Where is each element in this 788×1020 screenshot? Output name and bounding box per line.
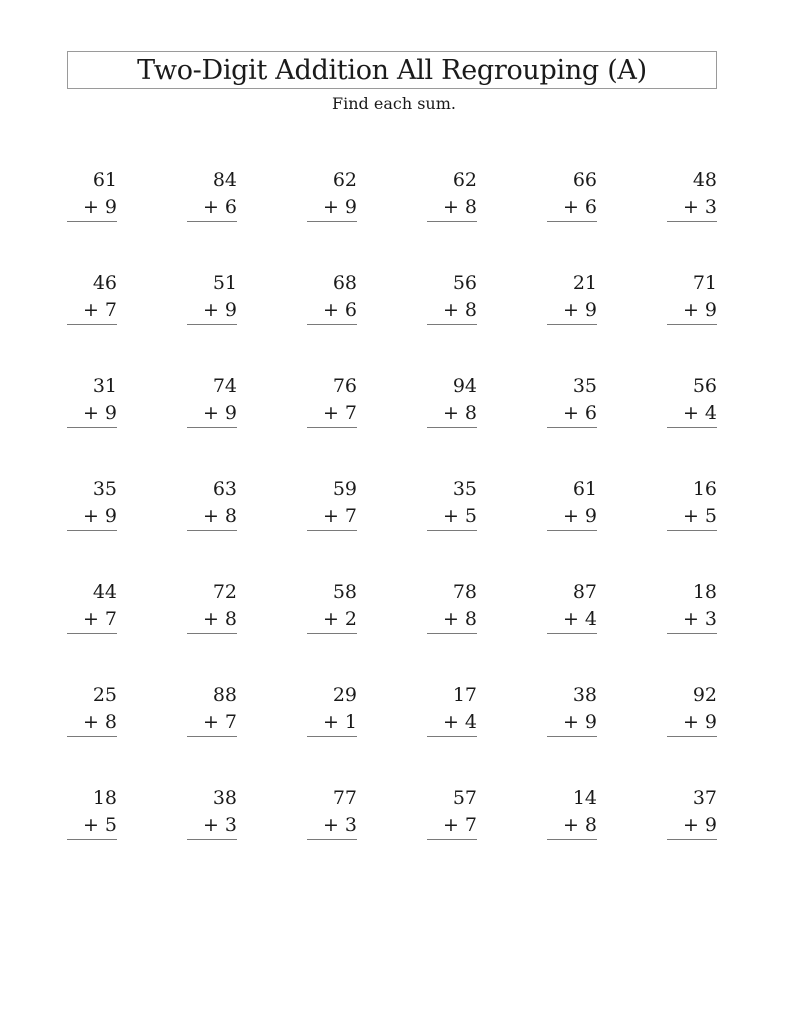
answer-line [667, 633, 717, 634]
answer-line [67, 633, 117, 634]
answer-line [187, 736, 237, 737]
addend-top: 78 [452, 581, 477, 603]
answer-line [427, 324, 477, 325]
answer-line [67, 221, 117, 222]
addition-problem [307, 168, 357, 225]
addend-top: 44 [92, 581, 117, 603]
addend-bottom: + 6 [562, 196, 597, 218]
addend-top: 38 [212, 787, 237, 809]
answer-line [667, 530, 717, 531]
addend-top: 92 [692, 684, 717, 706]
addend-bottom: + 9 [682, 814, 717, 836]
addition-problem [307, 477, 357, 534]
addend-bottom: + 1 [322, 711, 357, 733]
addend-top: 74 [212, 375, 237, 397]
answer-line [307, 839, 357, 840]
addend-bottom: + 9 [202, 402, 237, 424]
addend-bottom: + 7 [202, 711, 237, 733]
addend-top: 21 [572, 272, 597, 294]
answer-line [307, 530, 357, 531]
addend-bottom: + 5 [82, 814, 117, 836]
addend-bottom: + 7 [82, 299, 117, 321]
addition-problem [547, 168, 597, 225]
addend-top: 18 [92, 787, 117, 809]
addend-bottom: + 6 [562, 402, 597, 424]
addend-top: 88 [212, 684, 237, 706]
addend-bottom: + 7 [82, 608, 117, 630]
addend-bottom: + 9 [682, 299, 717, 321]
addend-bottom: + 8 [202, 505, 237, 527]
addend-top: 16 [692, 478, 717, 500]
addend-top: 35 [452, 478, 477, 500]
addend-bottom: + 7 [322, 402, 357, 424]
addend-top: 61 [92, 169, 117, 191]
addition-problem [67, 168, 117, 225]
addition-problem [187, 786, 237, 843]
addend-bottom: + 6 [322, 299, 357, 321]
answer-line [67, 530, 117, 531]
addition-problem [547, 580, 597, 637]
addition-problem [187, 168, 237, 225]
title-box [67, 51, 717, 89]
addend-top: 18 [692, 581, 717, 603]
addition-problem [667, 786, 717, 843]
answer-line [547, 324, 597, 325]
answer-line [547, 427, 597, 428]
addend-top: 59 [332, 478, 357, 500]
answer-line [667, 839, 717, 840]
addend-top: 77 [332, 787, 357, 809]
addend-top: 87 [572, 581, 597, 603]
addition-problem [667, 580, 717, 637]
answer-line [67, 839, 117, 840]
answer-line [547, 839, 597, 840]
answer-line [187, 633, 237, 634]
addition-problem [67, 477, 117, 534]
addition-problem [427, 374, 477, 431]
addition-problem [667, 374, 717, 431]
addition-problem [667, 683, 717, 740]
addend-top: 14 [572, 787, 597, 809]
addend-bottom: + 5 [682, 505, 717, 527]
addition-problem [67, 374, 117, 431]
addend-top: 37 [692, 787, 717, 809]
addend-top: 68 [332, 272, 357, 294]
addend-bottom: + 8 [442, 196, 477, 218]
answer-line [307, 736, 357, 737]
addend-bottom: + 9 [202, 299, 237, 321]
addend-bottom: + 8 [562, 814, 597, 836]
addition-problem [427, 477, 477, 534]
addend-bottom: + 9 [562, 299, 597, 321]
addend-top: 61 [572, 478, 597, 500]
addend-bottom: + 9 [682, 711, 717, 733]
addend-top: 72 [212, 581, 237, 603]
addend-bottom: + 4 [682, 402, 717, 424]
addend-bottom: + 3 [682, 608, 717, 630]
addition-problem [67, 786, 117, 843]
addend-top: 17 [452, 684, 477, 706]
answer-line [187, 221, 237, 222]
addend-top: 25 [92, 684, 117, 706]
addend-bottom: + 8 [442, 299, 477, 321]
addend-top: 38 [572, 684, 597, 706]
addition-problem [427, 271, 477, 328]
answer-line [547, 736, 597, 737]
addition-problem [187, 271, 237, 328]
addend-top: 31 [92, 375, 117, 397]
answer-line [187, 839, 237, 840]
answer-line [427, 530, 477, 531]
addend-top: 48 [692, 169, 717, 191]
addition-problem [667, 168, 717, 225]
addend-top: 62 [332, 169, 357, 191]
addend-bottom: + 9 [82, 196, 117, 218]
answer-line [67, 736, 117, 737]
answer-line [667, 324, 717, 325]
answer-line [67, 427, 117, 428]
addend-top: 57 [452, 787, 477, 809]
addition-problem [427, 683, 477, 740]
addend-bottom: + 2 [322, 608, 357, 630]
answer-line [427, 839, 477, 840]
addend-bottom: + 8 [442, 608, 477, 630]
answer-line [307, 324, 357, 325]
addition-problem [307, 271, 357, 328]
addend-bottom: + 9 [82, 505, 117, 527]
answer-line [427, 427, 477, 428]
addend-bottom: + 3 [682, 196, 717, 218]
addend-top: 71 [692, 272, 717, 294]
addition-problem [67, 580, 117, 637]
addend-bottom: + 6 [202, 196, 237, 218]
addend-top: 51 [212, 272, 237, 294]
addend-bottom: + 5 [442, 505, 477, 527]
addend-top: 46 [92, 272, 117, 294]
addition-problem [547, 374, 597, 431]
addend-top: 63 [212, 478, 237, 500]
answer-line [427, 736, 477, 737]
addition-problem [547, 477, 597, 534]
addition-problem [307, 580, 357, 637]
addend-bottom: + 9 [562, 711, 597, 733]
problem-grid [67, 168, 717, 843]
addition-problem [67, 683, 117, 740]
addend-top: 84 [212, 169, 237, 191]
addend-bottom: + 8 [442, 402, 477, 424]
addition-problem [427, 580, 477, 637]
addend-top: 58 [332, 581, 357, 603]
answer-line [187, 530, 237, 531]
addend-bottom: + 9 [562, 505, 597, 527]
addend-top: 56 [692, 375, 717, 397]
answer-line [667, 427, 717, 428]
addend-bottom: + 4 [562, 608, 597, 630]
instructions: Find each sum. [332, 94, 456, 113]
addition-problem [307, 374, 357, 431]
addend-bottom: + 3 [322, 814, 357, 836]
addition-problem [667, 477, 717, 534]
answer-line [547, 221, 597, 222]
addition-problem [67, 271, 117, 328]
addend-top: 62 [452, 169, 477, 191]
addend-bottom: + 8 [202, 608, 237, 630]
answer-line [307, 633, 357, 634]
answer-line [307, 427, 357, 428]
addend-bottom: + 3 [202, 814, 237, 836]
addition-problem [187, 683, 237, 740]
addend-top: 29 [332, 684, 357, 706]
addition-problem [187, 477, 237, 534]
addition-problem [307, 786, 357, 843]
answer-line [667, 221, 717, 222]
addend-bottom: + 8 [82, 711, 117, 733]
addend-bottom: + 7 [442, 814, 477, 836]
addition-problem [547, 786, 597, 843]
answer-line [187, 324, 237, 325]
addend-bottom: + 9 [82, 402, 117, 424]
addition-problem [547, 683, 597, 740]
addition-problem [307, 683, 357, 740]
answer-line [67, 324, 117, 325]
addend-top: 56 [452, 272, 477, 294]
addend-top: 35 [572, 375, 597, 397]
answer-line [427, 633, 477, 634]
answer-line [307, 221, 357, 222]
addend-top: 94 [452, 375, 477, 397]
addend-top: 35 [92, 478, 117, 500]
addition-problem [547, 271, 597, 328]
addend-bottom: + 9 [322, 196, 357, 218]
addend-bottom: + 7 [322, 505, 357, 527]
addition-problem [187, 580, 237, 637]
addition-problem [427, 786, 477, 843]
addition-problem [427, 168, 477, 225]
addend-top: 66 [572, 169, 597, 191]
answer-line [427, 221, 477, 222]
answer-line [187, 427, 237, 428]
addition-problem [667, 271, 717, 328]
addend-bottom: + 4 [442, 711, 477, 733]
answer-line [547, 633, 597, 634]
answer-line [547, 530, 597, 531]
addition-problem [187, 374, 237, 431]
worksheet-title: Two-Digit Addition All Regrouping (A) [137, 54, 647, 86]
addend-top: 76 [332, 375, 357, 397]
answer-line [667, 736, 717, 737]
